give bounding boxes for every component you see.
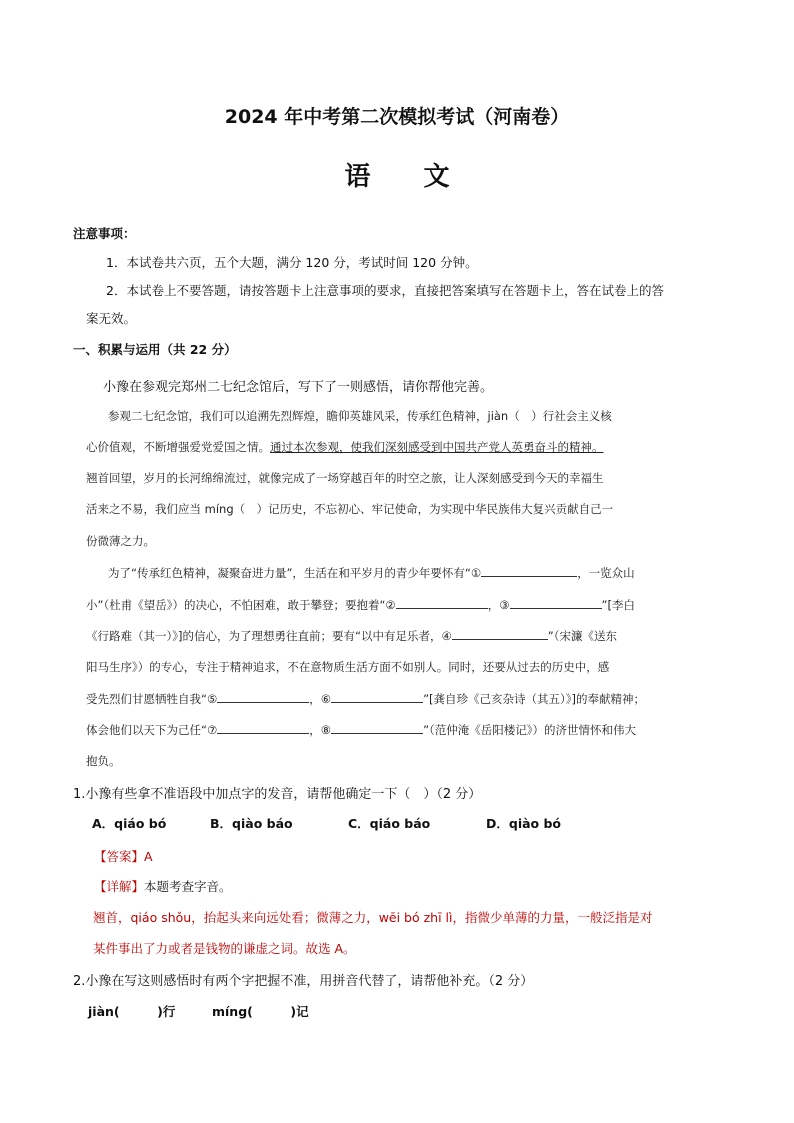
question-2-fill [88,1002,309,1020]
poem-text: 《行路难（其一）》]的信心，为了理想勇往直前；要有“以中有足乐者，④ [86,629,452,643]
poem-text: ，⑥ [309,692,332,706]
page-title: 2024 年中考第二次模拟考试（河南卷） [224,106,570,128]
poem-text: ”（范仲淹《岳阳楼记》）的济世情怀和伟大 [423,723,637,737]
poem-text: 为了“传承红色精神，凝聚奋进力量”，生活在和平岁月的青少年要怀有“① [108,566,482,580]
notice-heading: 注意事项： [73,226,136,241]
passage-line-3: 翘首回望，岁月的长河绵绵流过，就像完成了一场穿越百年的时空之旅，让人深刻感受到今天的幸福生 [86,471,604,485]
answer-label: 【答案】 [94,849,145,864]
section-heading [73,340,237,358]
blank-4[interactable] [452,628,548,640]
notice-item-1: 1．本试卷共六页，五个大题，满分 120 分，考试时间 120 分钟。 [106,255,478,270]
poem-text: ，③ [487,598,510,612]
detail-label: 【详解】 [94,879,145,894]
poem-text: ，⑧ [309,723,332,737]
fill-jian[interactable]: jiàn( )行 [88,1004,176,1019]
option-c[interactable]: C．qiáo báo [348,816,431,831]
notice-item-2: 2．本试卷上不要答题，请按答题卡上注意事项的要求，直接把答案填写在答题卡上，答在试卷上的答 [106,283,664,298]
underlined-sentence: 通过本次参观，使我们深刻感受到中国共产党人英勇奋斗的精神。 [270,440,604,454]
passage-line-2 [86,439,604,455]
question-2-stem: 2.小豫在写这则感悟时有两个字把握不准，用拼音代替了，请帮他补充。（2 分） [73,974,534,989]
fill-ming[interactable]: míng( )记 [212,1004,309,1019]
option-b[interactable]: B．qiào báo [210,816,293,831]
poem-text: 小”（杜甫《望岳》）的决心，不怕困难，敢于攀登；要抱着“② [86,598,396,612]
explanation-line-1: 翘首，qiáo shǒu，抬起头来向远处看；微薄之力，wēi bó zhī lì，指微少单薄的力量，一般泛指是对 [93,910,653,925]
blank-6[interactable] [331,691,423,703]
poem-line-3 [86,628,617,644]
poem-line-5 [86,691,645,707]
question-1-options [92,814,561,832]
poem-text: 受先烈们甘愿牺牲自我“⑤ [86,692,218,706]
option-a[interactable]: A．qiáo bó [92,816,167,831]
answer-value: A [144,849,153,864]
passage-line-4: 活来之不易，我们应当 míng（ ）记历史，不忘初心、牢记使命，为实现中华民族伟大复兴贡献自己一 [86,502,614,516]
section-heading-text: 一、积累与运用（共 22 分） [73,342,237,357]
passage-line-5: 份微薄之力。 [86,534,155,548]
poem-text: ”[李白 [601,598,635,612]
poem-line-4: 阳马生序》）的专心，专注于精神追求，不在意物质生活方面不如别人。同时，还要从过去的历史中，感 [86,660,610,674]
poem-text: ”[龚自珍《己亥杂诗（其五）》]的奉献精神； [423,692,646,706]
poem-text: 体会他们以天下为己任“⑦ [86,723,218,737]
question-1-stem: 1.小豫有些拿不准语段中加点字的发音，请帮他确定一下（ ）（2 分） [73,787,482,802]
explanation-line-2: 某件事出了力或者是钱物的谦虚之词。故选 A。 [93,941,356,956]
subject-title: 语 文 [344,162,472,192]
blank-7[interactable] [217,722,309,734]
detail-text: 本题考查字音。 [144,879,232,894]
blank-8[interactable] [331,722,423,734]
passage-text: 心价值观，不断增强爱党爱国之情。 [86,440,270,454]
poem-line-6 [86,722,636,738]
poem-text: ”（宋濂《送东 [547,629,617,643]
blank-2[interactable] [396,597,488,609]
blank-3[interactable] [510,597,602,609]
detail-line [94,877,232,895]
blank-5[interactable] [217,691,309,703]
poem-line-7: 抱负。 [86,754,121,768]
poem-line-2 [86,597,635,613]
answer-line [94,847,153,865]
poem-text: ，一览众山 [577,566,635,580]
passage-line-1: 参观二七纪念馆，我们可以追溯先烈辉煌，瞻仰英雄风采，传承红色精神，jiàn（ ）行社会主义核 [108,409,612,423]
option-d[interactable]: D．qiào bó [486,816,562,831]
notice-item-2-cont: 案无效。 [86,311,137,326]
blank-1[interactable] [481,565,577,577]
poem-line-1 [108,565,635,581]
section-intro: 小豫在参观完郑州二七纪念馆后，写下了一则感悟，请你帮他完善。 [103,380,494,395]
